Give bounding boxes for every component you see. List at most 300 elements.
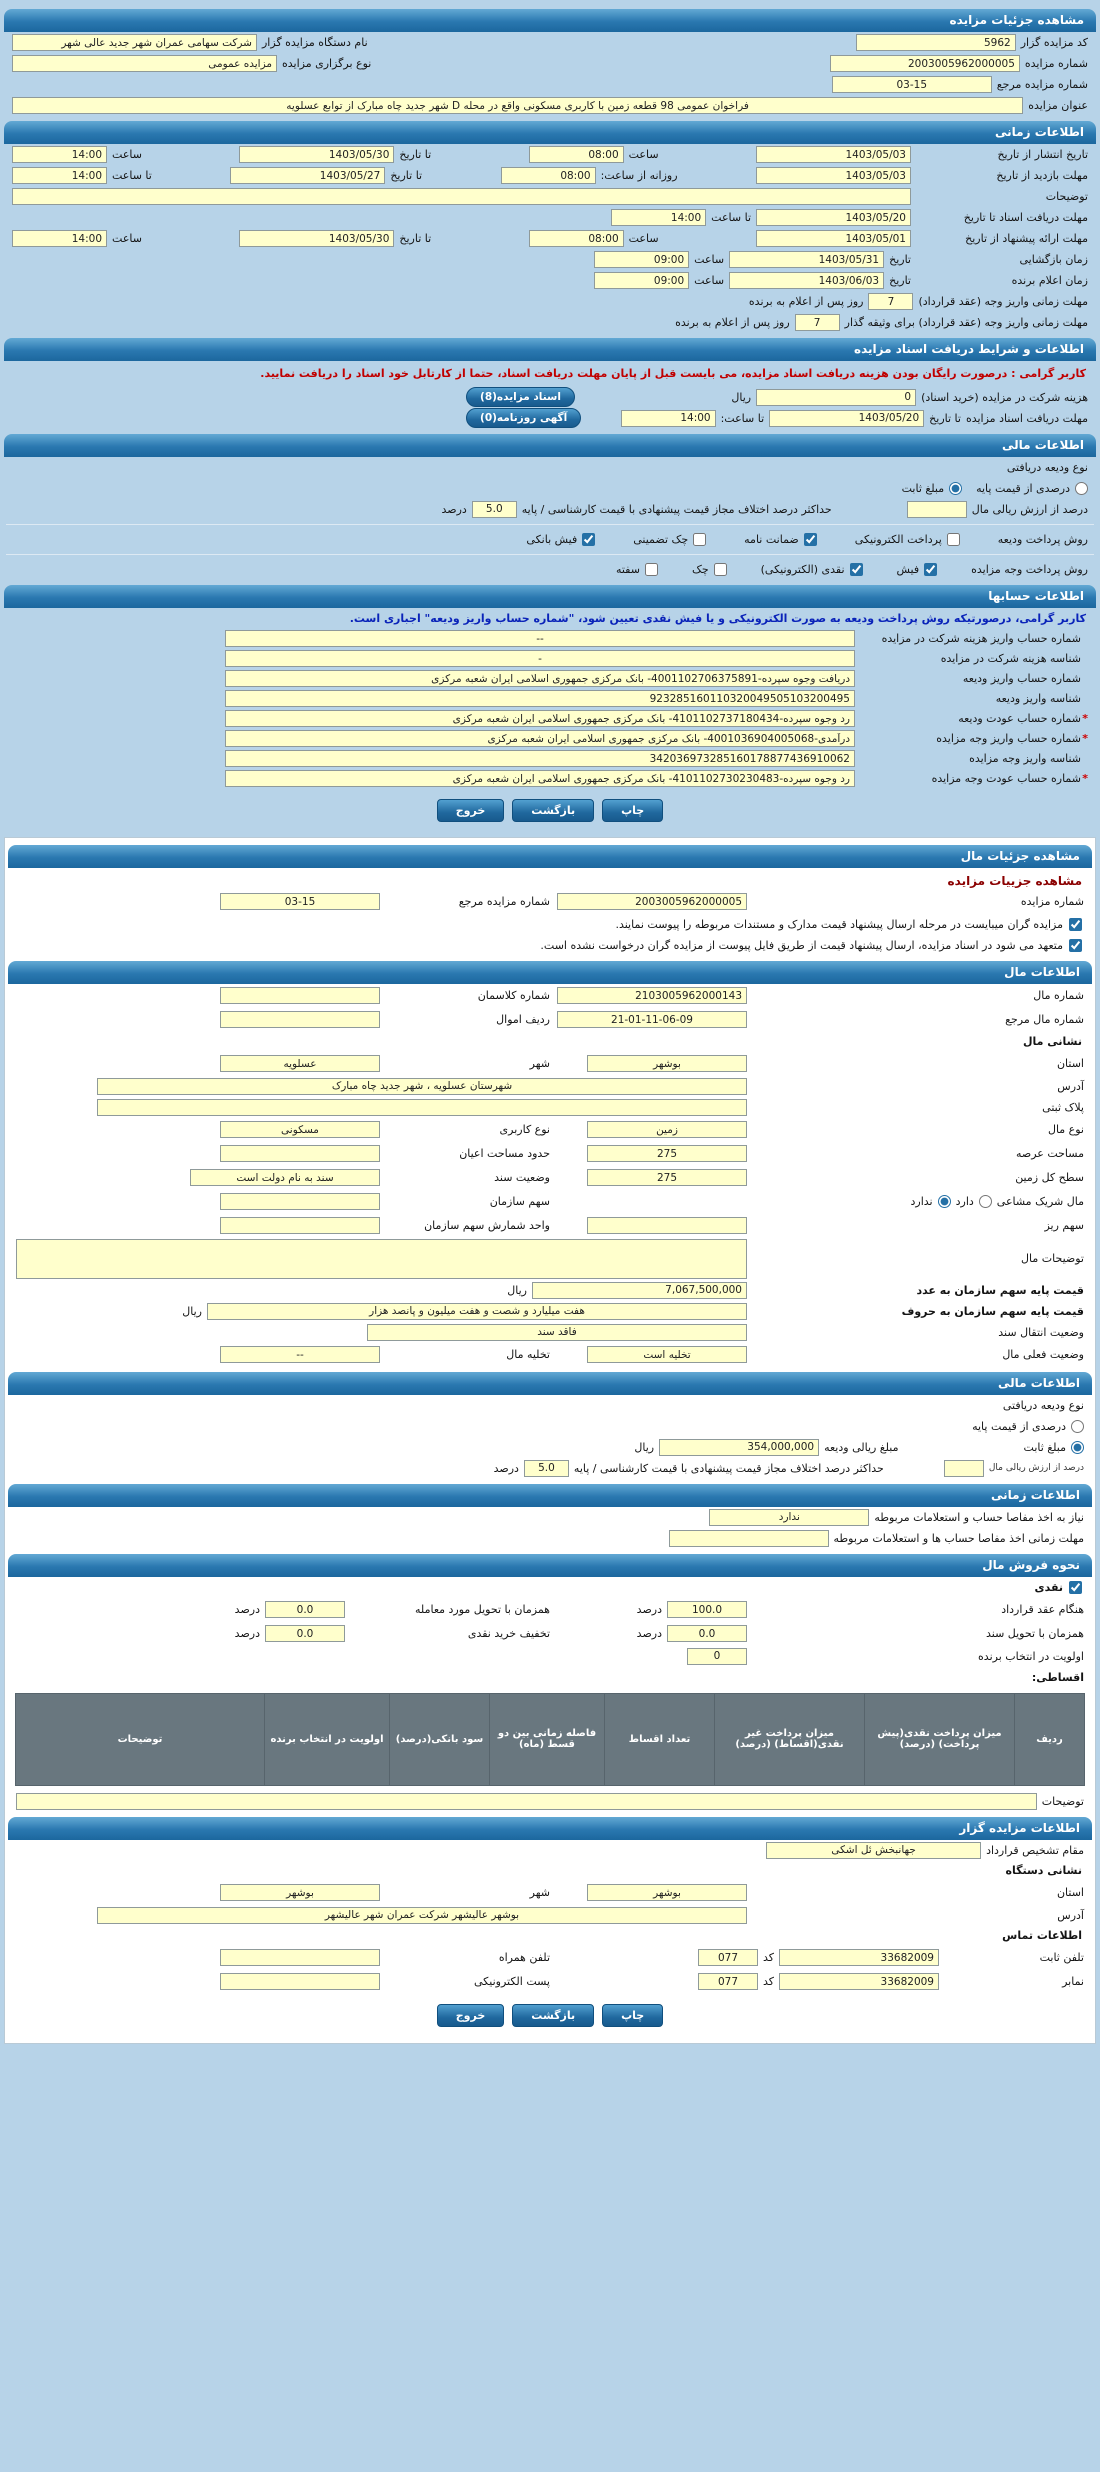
- to-hour-label: تا ساعت: [711, 211, 751, 224]
- fax-area-code-field[interactable]: [698, 1973, 758, 1990]
- row-deed-transfer: [8, 1322, 1092, 1343]
- deposit-method-bank-receipt[interactable]: [526, 533, 595, 546]
- offer-to-time-pair: [12, 230, 142, 247]
- deposit-fixed-option[interactable]: [902, 482, 962, 495]
- row-asset-area: [8, 1142, 1092, 1166]
- deposit-percent-option-label: درصدی از قیمت پایه: [976, 481, 1070, 495]
- required-star: *: [1082, 732, 1088, 746]
- hour-label: ساعت: [112, 148, 142, 161]
- payment-method-cash-electronic[interactable]: [761, 563, 863, 576]
- deposit-fixed-option-label: مبلغ ثابت: [901, 481, 945, 495]
- visit-to-pair: [230, 167, 422, 184]
- contact-info-heading: اطلاعات تماس: [1002, 1929, 1082, 1943]
- deposit-payin-account-field[interactable]: [225, 670, 855, 687]
- exit-button[interactable]: خروج: [437, 799, 505, 822]
- section-header-auction-details: مشاهده جزئیات مزایده: [4, 9, 1096, 32]
- usage-type-label: نوع کاربری: [499, 1123, 550, 1137]
- account-label-text: شماره حساب واریز ودیعه: [962, 672, 1081, 686]
- section-header-asset-info: اطلاعات مال: [8, 961, 1092, 984]
- phone-area-code-field[interactable]: [698, 1949, 758, 1966]
- deposit-method-guarantee-label: ضمانت نامه: [744, 532, 799, 546]
- to-hour-label: تا ساعت: [112, 169, 152, 182]
- print-button[interactable]: چاپ: [602, 799, 663, 822]
- row-docs-receive-deadline: [4, 408, 1096, 429]
- total-land-label: سطح کل زمین: [1015, 1171, 1084, 1185]
- area-code-label: کد: [762, 1975, 774, 1989]
- asset-city-field[interactable]: [220, 1055, 380, 1072]
- row-asset-land-deed: [8, 1166, 1092, 1190]
- timing-description-field[interactable]: [12, 188, 911, 205]
- auction-payin-account-field[interactable]: [225, 730, 855, 747]
- mobile-field[interactable]: [220, 1949, 380, 1966]
- deposit-fixed-radio[interactable]: [1071, 1441, 1084, 1454]
- mid-button-row: [4, 789, 1096, 830]
- offer-from-time-pair: [529, 230, 659, 247]
- account-row: [4, 729, 1096, 749]
- auctioneer-name-field[interactable]: [12, 34, 257, 51]
- email-label: پست الکترونیکی: [474, 1975, 550, 1989]
- share-unit-field[interactable]: [220, 1217, 380, 1234]
- attachment-commitment-text: مزایده گران میبایست در مرحله ارسال پیشنهاد قیمت مدارک و مستندات مربوطه را پیوست نمایند.: [615, 917, 1063, 931]
- auction-number-pair: [830, 55, 1088, 72]
- deposit-percent-of-value-label: درصد از ارزش ریالی مال: [988, 1463, 1084, 1474]
- winner-priority-label: اولویت در انتخاب برنده: [978, 1649, 1084, 1663]
- at-contract-field[interactable]: [667, 1601, 747, 1618]
- payment-deadline-2-field[interactable]: [795, 314, 840, 331]
- share-detail-label: سهم ریز: [1044, 1219, 1084, 1233]
- row-visit: [4, 165, 1096, 186]
- deposit-method-electronic[interactable]: [855, 533, 960, 546]
- auction-documents-button[interactable]: اسناد مزایده(8): [466, 387, 575, 407]
- offer-from-label: مهلت ارائه پیشنهاد از تاریخ: [965, 232, 1088, 245]
- row-current-status: [8, 1343, 1092, 1367]
- print-button[interactable]: چاپ: [602, 2004, 663, 2027]
- visit-to-time-field[interactable]: [12, 167, 107, 184]
- base-price-label: قیمت پایه سهم سازمان به عدد: [916, 1283, 1084, 1297]
- opening-time-field[interactable]: [594, 251, 689, 268]
- building-area-field[interactable]: [220, 1145, 380, 1162]
- account-label-text: شناسه واریز ودیعه: [995, 692, 1081, 706]
- max-diff-pair: [441, 501, 831, 518]
- organizer-province-field[interactable]: [587, 1884, 747, 1901]
- account-row: [4, 669, 1096, 689]
- docs-deadline-label: مهلت دریافت اسناد تا تاریخ: [963, 211, 1088, 224]
- participation-fee-field[interactable]: [756, 389, 916, 406]
- base-price-words-label: قیمت پایه سهم سازمان به حروف: [901, 1304, 1084, 1318]
- row-base-price: [8, 1280, 1092, 1301]
- deposit-method-certified-check-checkbox[interactable]: [693, 533, 706, 546]
- row-publish: [4, 144, 1096, 165]
- account-row: [4, 709, 1096, 729]
- docs-deadline-time-field[interactable]: [611, 209, 706, 226]
- asset-address-field[interactable]: [97, 1078, 747, 1095]
- total-land-field[interactable]: [587, 1169, 747, 1186]
- fax-field[interactable]: [779, 1973, 939, 1990]
- row-share-detail: [8, 1214, 1092, 1238]
- registry-plate-field[interactable]: [97, 1099, 747, 1116]
- section-header-organizer: اطلاعات مزایده گزار: [8, 1817, 1092, 1840]
- share-detail-field[interactable]: [587, 1217, 747, 1234]
- asset-province-label: استان: [1056, 1057, 1084, 1071]
- at-deed-delivery-field[interactable]: [667, 1625, 747, 1642]
- visit-to-time-pair: [12, 167, 152, 184]
- row-clearance: [8, 1507, 1092, 1528]
- shared-ownership-yes-option[interactable]: [956, 1195, 992, 1208]
- visit-daily-label: روزانه از ساعت:: [600, 169, 678, 182]
- opening-date-field[interactable]: [729, 251, 884, 268]
- phone-field[interactable]: [779, 1949, 939, 1966]
- clearance-deadline-field[interactable]: [669, 1530, 829, 1547]
- organizer-address-heading: نشانی دستگاه: [1005, 1864, 1082, 1878]
- row-installment: [8, 1667, 1092, 1688]
- newspaper-ads-button[interactable]: آگهی روزنامه(0): [466, 408, 581, 428]
- payment-method-receipt-checkbox[interactable]: [924, 563, 937, 576]
- deed-transfer-field[interactable]: [367, 1324, 747, 1341]
- max-diff-field[interactable]: [524, 1460, 569, 1477]
- fee-deposit-account-field[interactable]: [225, 630, 855, 647]
- row-asset-number: [8, 984, 1092, 1008]
- row-auction-title: [4, 95, 1096, 116]
- percent-label: درصد: [234, 1627, 260, 1641]
- asset-province-field[interactable]: [587, 1055, 747, 1072]
- row-asset-auction-number: [8, 890, 1092, 914]
- payment-method-check-label: چک: [691, 562, 709, 576]
- organizer-province-label: استان: [1056, 1886, 1084, 1900]
- organizer-address-field[interactable]: [97, 1907, 747, 1924]
- org-share-label: سهم سازمان: [489, 1195, 550, 1209]
- classification-label: شماره کلاسمان: [477, 989, 550, 1003]
- asset-auction-ref-field[interactable]: [220, 893, 380, 910]
- percent-label: درصد: [493, 1461, 519, 1475]
- offer-from-date-field[interactable]: [756, 230, 911, 247]
- account-label: [863, 652, 1088, 665]
- classification-field[interactable]: [220, 987, 380, 1004]
- account-label-text: شماره حساب واریز هزینه شرکت در مزایده: [881, 632, 1081, 646]
- offer-to-time-field[interactable]: [12, 230, 107, 247]
- shared-ownership-yes-radio[interactable]: [979, 1195, 992, 1208]
- publish-from-time-field[interactable]: [529, 146, 624, 163]
- auction-refund-account-field[interactable]: [225, 770, 855, 787]
- registry-plate-label: پلاک ثبتی: [1042, 1100, 1084, 1114]
- to-date-label: تا تاریخ: [399, 232, 432, 245]
- land-area-field[interactable]: [587, 1145, 747, 1162]
- row-fax: [8, 1970, 1092, 1994]
- sale-description-field[interactable]: [16, 1793, 1037, 1810]
- deposit-method-certified-check-label: چک تضمینی: [633, 532, 689, 546]
- account-label: [863, 632, 1088, 645]
- phone-label: تلفن ثابت: [1039, 1951, 1084, 1965]
- evacuation-field[interactable]: [220, 1346, 380, 1363]
- divider: [6, 554, 1094, 555]
- percent-label: درصد: [234, 1603, 260, 1617]
- payment-method-promissory[interactable]: [616, 563, 658, 576]
- auction-ref-label: شماره مزایده مرجع: [996, 78, 1088, 91]
- payment-method-promissory-checkbox[interactable]: [645, 563, 658, 576]
- deposit-payin-identifier-field[interactable]: [225, 690, 855, 707]
- area-code-label: کد: [762, 1951, 774, 1965]
- deposit-method-guarantee-checkbox[interactable]: [804, 533, 817, 546]
- auction-title-label: عنوان مزایده: [1028, 99, 1088, 112]
- attachment-commitment-checkbox[interactable]: [1069, 918, 1082, 931]
- row-shared-ownership: [8, 1190, 1092, 1214]
- account-label: [863, 712, 1088, 725]
- row-organizer-province-city: [8, 1881, 1092, 1905]
- days-after-winner-label: روز پس از اعلام به برنده: [748, 295, 864, 308]
- asset-row-label: ردیف اموال: [496, 1013, 550, 1027]
- account-row: [4, 689, 1096, 709]
- accounts-notice: کاربر گرامی، درصورتیکه روش پرداخت ودیعه به صورت الکترونیکی و یا فیش نقدی تعیین شود، "شماره حساب واریز ودیعه" اجباری است.: [349, 611, 1086, 625]
- row-deposit-payment-methods: [4, 529, 1096, 550]
- row-asset-province-city: [8, 1052, 1092, 1076]
- asset-number-field[interactable]: [557, 987, 747, 1004]
- usage-type-field[interactable]: [220, 1121, 380, 1138]
- col-noncash-percent: میزان پرداخت غیر نقدی(اقساط) (درصد): [715, 1693, 865, 1785]
- section-header-sale-method: نحوه فروش مال: [8, 1554, 1092, 1577]
- row-auction-number: [4, 53, 1096, 74]
- payment-deadline-2-label: مهلت زمانی واریز وجه (عقد قرارداد) برای وثیقه گذار: [844, 316, 1088, 329]
- docs-receive-deadline-time-field[interactable]: [621, 410, 716, 427]
- account-label-text: شماره حساب عودت وجه مزایده: [931, 772, 1081, 786]
- asset-address-heading: نشانی مال: [1022, 1035, 1082, 1049]
- shared-ownership-label: مال شریک مشاعی: [996, 1195, 1084, 1209]
- attachment-commitment-line: [8, 914, 1092, 935]
- deposit-percent-option-label: درصدی از قیمت پایه: [972, 1419, 1066, 1433]
- auction-number-label: شماره مزایده: [1024, 57, 1088, 70]
- deposit-percent-of-value-label: درصد از ارزش ریالی مال: [971, 502, 1088, 516]
- section-header-financial-1: اطلاعات مالی: [4, 434, 1096, 457]
- asset-address-label: آدرس: [1057, 1079, 1084, 1093]
- row-offer: [4, 228, 1096, 249]
- deposit-method-electronic-label: پرداخت الکترونیکی: [854, 532, 942, 546]
- back-button[interactable]: بازگشت: [512, 2004, 594, 2027]
- row-opening: [4, 249, 1096, 270]
- deposit-refund-account-field[interactable]: [225, 710, 855, 727]
- back-button[interactable]: بازگشت: [512, 799, 594, 822]
- publish-to-time-field[interactable]: [12, 146, 107, 163]
- cash-sale-label: نقدی: [1034, 1580, 1063, 1594]
- payment-deadline-1-label: مهلت زمانی واریز وجه (عقد قرارداد): [918, 295, 1088, 308]
- fax-label: نمابر: [1062, 1975, 1084, 1989]
- no-file-request-line: [8, 935, 1092, 956]
- section-header-timing: اطلاعات زمانی: [4, 121, 1096, 144]
- deposit-percent-radio[interactable]: [1071, 1420, 1084, 1433]
- building-area-label: حدود مساحت اعیان: [459, 1147, 550, 1161]
- contract-authority-field[interactable]: [766, 1842, 981, 1859]
- at-delivery-field[interactable]: [265, 1601, 345, 1618]
- account-label: [863, 692, 1088, 705]
- auction-type-label: نوع برگزاری مزایده: [282, 57, 372, 70]
- rial-label: ریال: [634, 1440, 655, 1454]
- percent-label: درصد: [636, 1603, 662, 1617]
- section-header-asset-details: مشاهده جزئیات مال: [8, 845, 1092, 868]
- deposit-method-electronic-checkbox[interactable]: [947, 533, 960, 546]
- auction-title-field[interactable]: [12, 97, 1023, 114]
- row-deposit-type-2: [8, 1395, 1092, 1416]
- no-file-request-checkbox[interactable]: [1069, 939, 1082, 952]
- col-row-number: ردیف: [1015, 1693, 1085, 1785]
- row-asset-description: [8, 1238, 1092, 1280]
- row-deposit-percent-2: [8, 1458, 1092, 1479]
- max-diff-field[interactable]: [472, 501, 517, 518]
- clearance-need-label: نیاز به اخذ مفاصا حساب و استعلامات مربوطه: [874, 1510, 1084, 1524]
- row-phone: [8, 1946, 1092, 1970]
- auctioneer-code-pair: [856, 34, 1088, 51]
- auction-payin-identifier-field[interactable]: [225, 750, 855, 767]
- docs-receive-deadline-date-field[interactable]: [769, 410, 924, 427]
- row-deposit-fixed-option-2: [8, 1437, 1092, 1458]
- deposit-fixed-option-label: مبلغ ثابت: [1023, 1440, 1066, 1454]
- asset-details-panel: [4, 837, 1096, 2044]
- asset-number-label: شماره مال: [1033, 989, 1084, 1003]
- participation-fee-label: هزینه شرکت در مزایده (خرید اسناد): [921, 390, 1088, 404]
- visit-to-date-field[interactable]: [230, 167, 385, 184]
- offer-from-pair: [756, 230, 1088, 247]
- cash-sale-line: [8, 1577, 1092, 1598]
- email-field[interactable]: [220, 1973, 380, 1990]
- asset-description-field[interactable]: [16, 1239, 747, 1279]
- deposit-method-certified-check[interactable]: [633, 533, 706, 546]
- docs-receive-deadline-label: مهلت دریافت اسناد مزایده: [965, 411, 1088, 425]
- payment-method-cash-electronic-checkbox[interactable]: [850, 563, 863, 576]
- col-installment-count: تعداد اقساط: [605, 1693, 715, 1785]
- auction-number-field[interactable]: [830, 55, 1020, 72]
- row-timing-description: [4, 186, 1096, 207]
- shared-ownership-no-option[interactable]: [911, 1195, 951, 1208]
- winner-time-field[interactable]: [594, 272, 689, 289]
- clearance-need-field[interactable]: [709, 1509, 869, 1526]
- visit-from-time-field[interactable]: [501, 167, 596, 184]
- auction-type-field[interactable]: [12, 55, 277, 72]
- account-label: [863, 672, 1088, 685]
- account-label-text: شماره حساب واریز وجه مزایده: [936, 732, 1081, 746]
- payment-method-cash-electronic-label: نقدی (الکترونیکی): [760, 562, 845, 576]
- winner-label: زمان اعلام برنده: [1011, 274, 1088, 287]
- base-price-words-field[interactable]: [207, 1303, 747, 1320]
- shared-ownership-no-radio[interactable]: [938, 1195, 951, 1208]
- row-deposit-type-1: [4, 457, 1096, 478]
- installment-table-header-row: [16, 1693, 1085, 1785]
- days-after-winner-label: روز پس از اعلام به برنده: [675, 316, 790, 329]
- organizer-city-field[interactable]: [220, 1884, 380, 1901]
- deposit-method-bank-receipt-checkbox[interactable]: [582, 533, 595, 546]
- row-winner: [4, 270, 1096, 291]
- organizer-city-label: شهر: [529, 1886, 550, 1900]
- auctioneer-code-label: کد مزایده گزار: [1020, 36, 1088, 49]
- org-share-field[interactable]: [220, 1193, 380, 1210]
- row-deposit-percent-1: [4, 499, 1096, 520]
- date-label: تاریخ: [889, 253, 911, 266]
- publish-from-time-pair: [529, 146, 659, 163]
- deposit-type-label: نوع ودیعه دریافتی: [1006, 460, 1088, 474]
- required-star: *: [1082, 712, 1088, 726]
- auctioneer-name-pair: [12, 34, 368, 51]
- exit-button[interactable]: خروج: [437, 2004, 505, 2027]
- publish-to-pair: [239, 146, 431, 163]
- account-row: [4, 769, 1096, 789]
- clearance-deadline-label: مهلت زمانی اخذ مفاصا حساب ها و استعلامات مربوطه: [833, 1531, 1084, 1545]
- auctioneer-code-field[interactable]: [856, 34, 1016, 51]
- share-unit-label: واحد شمارش سهم سازمان: [424, 1219, 550, 1233]
- to-date-label: تا تاریخ: [929, 411, 961, 425]
- deposit-method-guarantee[interactable]: [744, 533, 817, 546]
- opening-label: زمان بازگشایی: [1019, 253, 1088, 266]
- row-asset-ref: [8, 1008, 1092, 1032]
- hour-label: ساعت: [694, 253, 725, 266]
- cash-discount-field[interactable]: [265, 1625, 345, 1642]
- row-auction-payment-methods: [4, 559, 1096, 580]
- offer-from-time-field[interactable]: [529, 230, 624, 247]
- max-diff-label: حداکثر درصد اختلاف مجاز قیمت پیشنهادی با قیمت کارشناسی / پایه: [573, 1461, 884, 1475]
- auction-ref-field[interactable]: [832, 76, 992, 93]
- asset-ref-field[interactable]: [557, 1011, 747, 1028]
- asset-type-field[interactable]: [587, 1121, 747, 1138]
- col-bank-interest: سود بانکی(درصد): [390, 1693, 490, 1785]
- col-description: توضیحات: [16, 1693, 265, 1785]
- deed-status-field[interactable]: [190, 1169, 380, 1186]
- asset-row-field[interactable]: [220, 1011, 380, 1028]
- payment-method-check-checkbox[interactable]: [714, 563, 727, 576]
- asset-auction-number-field[interactable]: [557, 893, 747, 910]
- docs-deadline-date-field[interactable]: [756, 209, 911, 226]
- to-date-label: تا تاریخ: [399, 148, 432, 161]
- asset-auction-ref-label: شماره مزایده مرجع: [458, 895, 550, 909]
- deposit-fixed-option[interactable]: [1024, 1441, 1084, 1454]
- deposit-percent-of-value-field[interactable]: [907, 501, 967, 518]
- section-header-timing-2: اطلاعات زمانی: [8, 1484, 1092, 1507]
- hour-label: ساعت: [112, 232, 142, 245]
- deposit-percent-radio[interactable]: [1075, 482, 1088, 495]
- cash-sale-checkbox[interactable]: [1069, 1581, 1082, 1594]
- rial-label: ریال: [182, 1304, 202, 1318]
- row-contract-authority: [8, 1840, 1092, 1861]
- deposit-percent-option[interactable]: [976, 482, 1088, 495]
- percent-label: درصد: [636, 1627, 662, 1641]
- publish-to-date-field[interactable]: [239, 146, 394, 163]
- current-status-field[interactable]: [587, 1346, 747, 1363]
- deposit-fixed-radio[interactable]: [949, 482, 962, 495]
- bottom-button-row: [8, 1994, 1092, 2035]
- deposit-percent-of-value-field[interactable]: [944, 1460, 984, 1477]
- rial-label: ریال: [731, 390, 752, 404]
- winner-date-field[interactable]: [729, 272, 884, 289]
- fee-identifier-field[interactable]: [225, 650, 855, 667]
- deposit-percent-option[interactable]: [972, 1420, 1084, 1433]
- winner-priority-field[interactable]: [687, 1648, 747, 1665]
- deposit-amount-field[interactable]: [659, 1439, 819, 1456]
- installment-label: اقساطی:: [1031, 1670, 1084, 1684]
- payment-method-check[interactable]: [692, 563, 727, 576]
- payment-deadline-1-field[interactable]: [868, 293, 913, 310]
- account-label-text: شناسه هزینه شرکت در مزایده: [940, 652, 1081, 666]
- land-area-label: مساحت عرصه: [1015, 1147, 1084, 1161]
- asset-type-label: نوع مال: [1047, 1123, 1084, 1137]
- shared-ownership-yes-label: دارد: [955, 1195, 974, 1209]
- at-delivery-label: همزمان با تحویل مورد معامله: [415, 1603, 550, 1617]
- asset-auction-ref-pair: [16, 893, 550, 910]
- row-deposit-percent-option-2: [8, 1416, 1092, 1437]
- row-asset-plate: [8, 1097, 1092, 1118]
- base-price-field[interactable]: [532, 1282, 747, 1299]
- col-installment-interval: فاصله زمانی بین دو قسط (ماه): [490, 1693, 605, 1785]
- row-sale-deed: [8, 1622, 1092, 1646]
- offer-to-date-field[interactable]: [239, 230, 394, 247]
- visit-from-date-field[interactable]: [756, 167, 911, 184]
- asset-ref-label: شماره مال مرجع: [1005, 1013, 1084, 1027]
- percent-label: درصد: [441, 502, 467, 516]
- publish-from-date-field[interactable]: [756, 146, 911, 163]
- mobile-label: تلفن همراه: [498, 1951, 550, 1965]
- payment-method-receipt[interactable]: [897, 563, 938, 576]
